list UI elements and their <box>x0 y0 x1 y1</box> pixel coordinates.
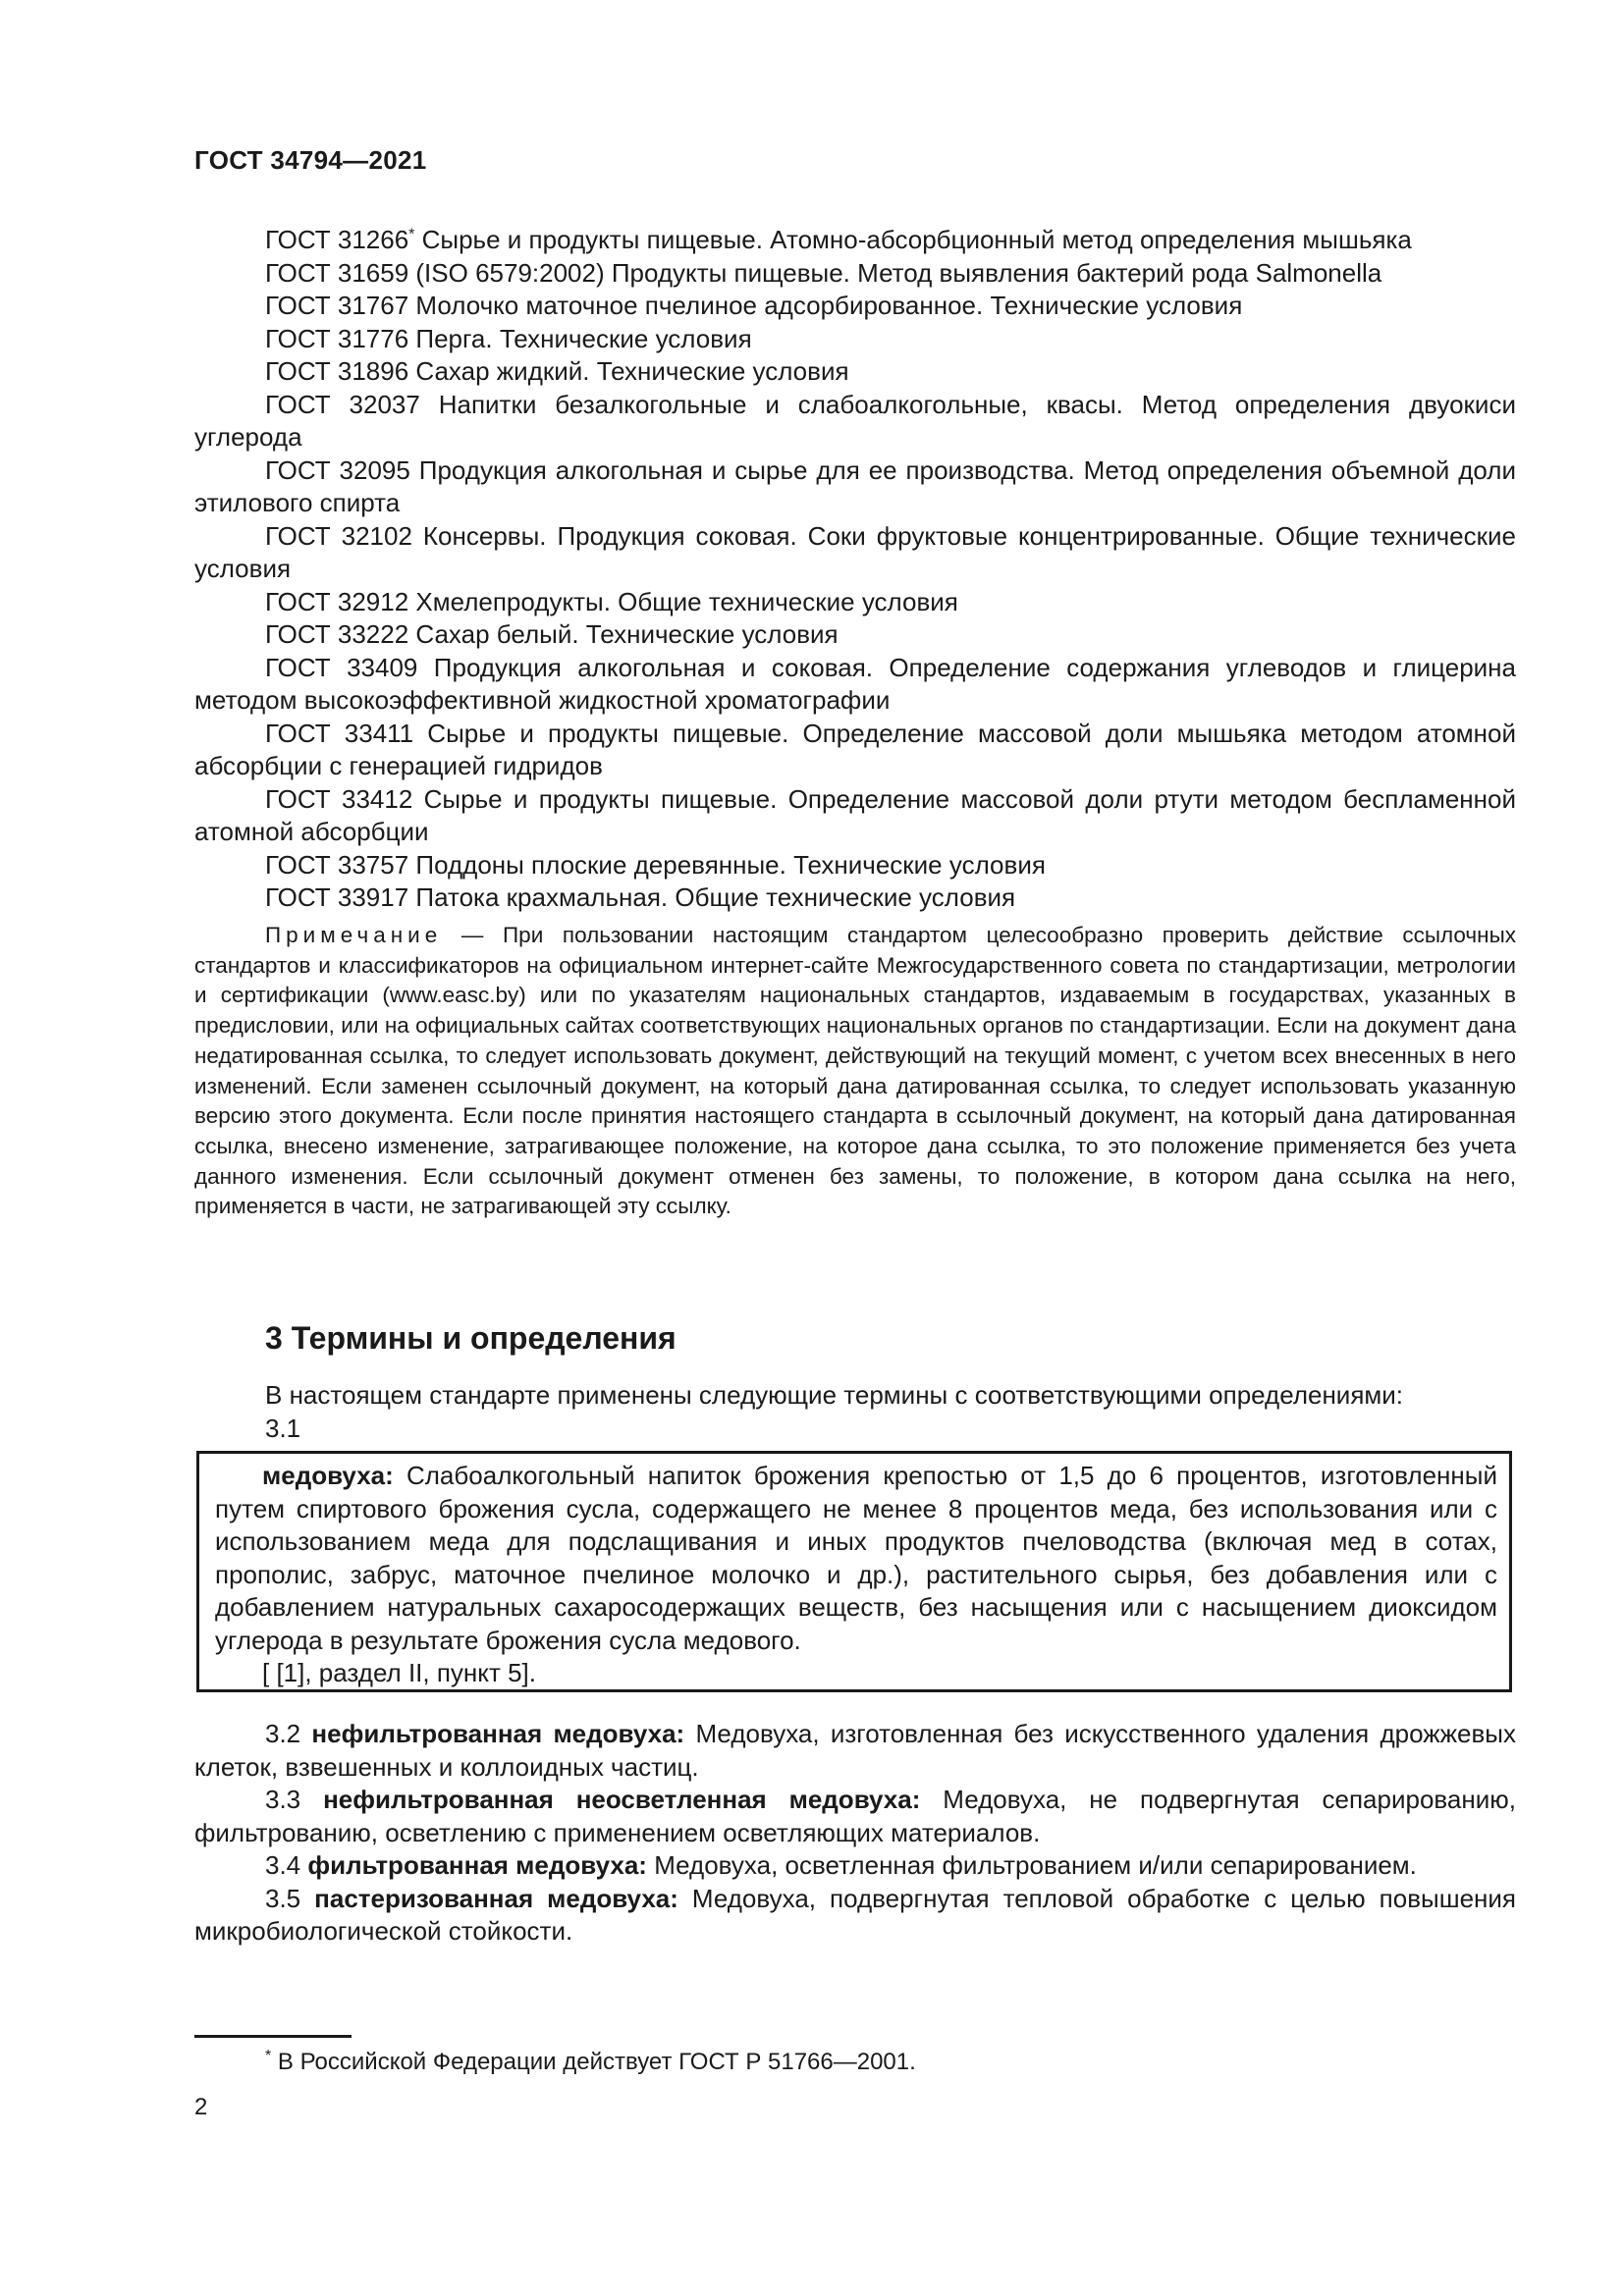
definition-box <box>196 1451 1512 1692</box>
reference-item: ГОСТ 32102 Консервы. Продукция соковая. Соки фруктовые концентрированные. Общие технические условия <box>194 520 1516 583</box>
section-title: 3 Термины и определения <box>265 1320 677 1356</box>
note-text: — При пользовании настоящим стандартом целесообразно проверить действие ссылочных стандартов и классификаторов на официальном интернет-сайте Межгосударственного совета по стандартизации, метрологии и сертификации (www.easc.by) или по указателям национальных стандартов, издаваемым в государствах, указанных в предисловии, или на официальных сайтах соответствующих национальных органов по стандартизации. Если на документ дана недатированная ссылка, то следует использовать документ, действующий на текущий момент, с учетом всех внесенных в него изменений. Если заменен ссылочный документ, на который дана датированная ссылка, то следует использовать указанную версию этого документа. Если после принятия настоящего стандарта в ссылочный документ, на который дана датированная ссылка, внесено изменение, затрагивающее положение, на которое дана ссылка, то это положение применяется без учета данного изменения. Если ссылочный документ отменен без замены, то положение, в котором дана ссылка на него, применяется в части, не затрагивающей эту ссылку. <box>194 923 1516 1219</box>
term-item: 3.3 нефильтрованная неосветленная медовуха: Медовуха, не подвергнутая сепарированию, фильтрованию, осветлению с применением осветляющих материалов. <box>194 1785 1517 1847</box>
reference-item: ГОСТ 31767 Молочко маточное пчелиное адсорбированное. Технические условия <box>265 291 1243 320</box>
term-item: 3.2 нефильтрованная медовуха: Медовуха, изготовленная без искусственного удаления дрожжевых клеток, взвешенных и коллоидных частиц. <box>194 1719 1516 1782</box>
terms-list <box>194 1718 1516 1949</box>
term-item: 3.5 пастеризованная медовуха: Медовуха, подвергнутая тепловой обработке с целью повышения микробиологической стойкости. <box>194 1883 1516 1946</box>
section-intro <box>194 1379 1516 1445</box>
term-item: 3.4 фильтрованная медовуха: Медовуха, осветленная фильтрованием и/или сепарированием. <box>265 1850 1417 1880</box>
reference-item: ГОСТ 33411 Сырье и продукты пищевые. Определение массовой доли мышьяка методом атомной абсорбции с генерацией гидридов <box>194 718 1517 780</box>
reference-item: ГОСТ 32037 Напитки безалкогольные и слабоалкогольные, квасы. Метод определения двуокиси углерода <box>194 389 1516 452</box>
note-paragraph <box>194 921 1516 1222</box>
intro-text: В настоящем стандарте применены следующие термины с соответствующими определениями: <box>265 1380 1404 1410</box>
footnote: * В Российской Федерации действует ГОСТ Р 51766—2001. <box>265 2048 916 2075</box>
definition-source: [ [1], раздел II, пункт 5]. <box>262 1658 536 1687</box>
reference-item: ГОСТ 33757 Поддоны плоские деревянные. Технические условия <box>265 849 1046 880</box>
note-label: Примечание <box>265 923 443 947</box>
reference-item: ГОСТ 33409 Продукция алкогольная и соковая. Определение содержания углеводов и глицерина методом высокоэффективной жидкостной хроматографии <box>194 652 1516 715</box>
reference-item: ГОСТ 31896 Сахар жидкий. Технические условия <box>265 356 849 386</box>
footnote-divider <box>194 2035 352 2038</box>
reference-item: ГОСТ 33412 Сырье и продукты пищевые. Определение массовой доли ртути методом беспламенной атомной абсорбции <box>194 783 1516 846</box>
reference-item: ГОСТ 32095 Продукция алкогольная и сырье для ее производства. Метод определения объемной доли этилового спирта <box>194 454 1516 517</box>
term-number-3-1: 3.1 <box>265 1413 301 1443</box>
document-code-header: ГОСТ 34794—2021 <box>194 145 427 175</box>
normative-references-list <box>194 224 1516 915</box>
reference-item: ГОСТ 32912 Хмелепродукты. Общие технические условия <box>265 586 958 616</box>
reference-item: ГОСТ 33222 Сахар белый. Технические условия <box>265 619 839 649</box>
reference-item: ГОСТ 33917 Патока крахмальная. Общие технические условия <box>265 882 1016 912</box>
reference-item: ГОСТ 31266* Сырье и продукты пищевые. Атомно-абсорбционный метод определения мышьяка <box>265 225 1412 254</box>
reference-item: ГОСТ 31776 Перга. Технические условия <box>265 323 752 353</box>
reference-item: ГОСТ 31659 (ISO 6579:2002) Продукты пищевые. Метод выявления бактерий рода Salmonella <box>265 257 1382 288</box>
definition-term: медовуха: <box>262 1461 394 1490</box>
page-number: 2 <box>194 2094 208 2120</box>
definition-text: медовуха: Слабоалкогольный напиток брожения крепостью от 1,5 до 6 процентов, изготовленный путем спиртового брожения сусла, содержащего не менее 8 процентов меда, без использования или с использованием меда для подслащивания и иных продуктов пчеловодства (включая мед в сотах, прополис, забрус, маточное пчелиное молочко и др.), растительного сырья, без добавления или с добавлением натуральных сахаросодержащих веществ, без насыщения или с насыщением диоксидом углерода в результате брожения сусла медового. <box>215 1461 1497 1655</box>
